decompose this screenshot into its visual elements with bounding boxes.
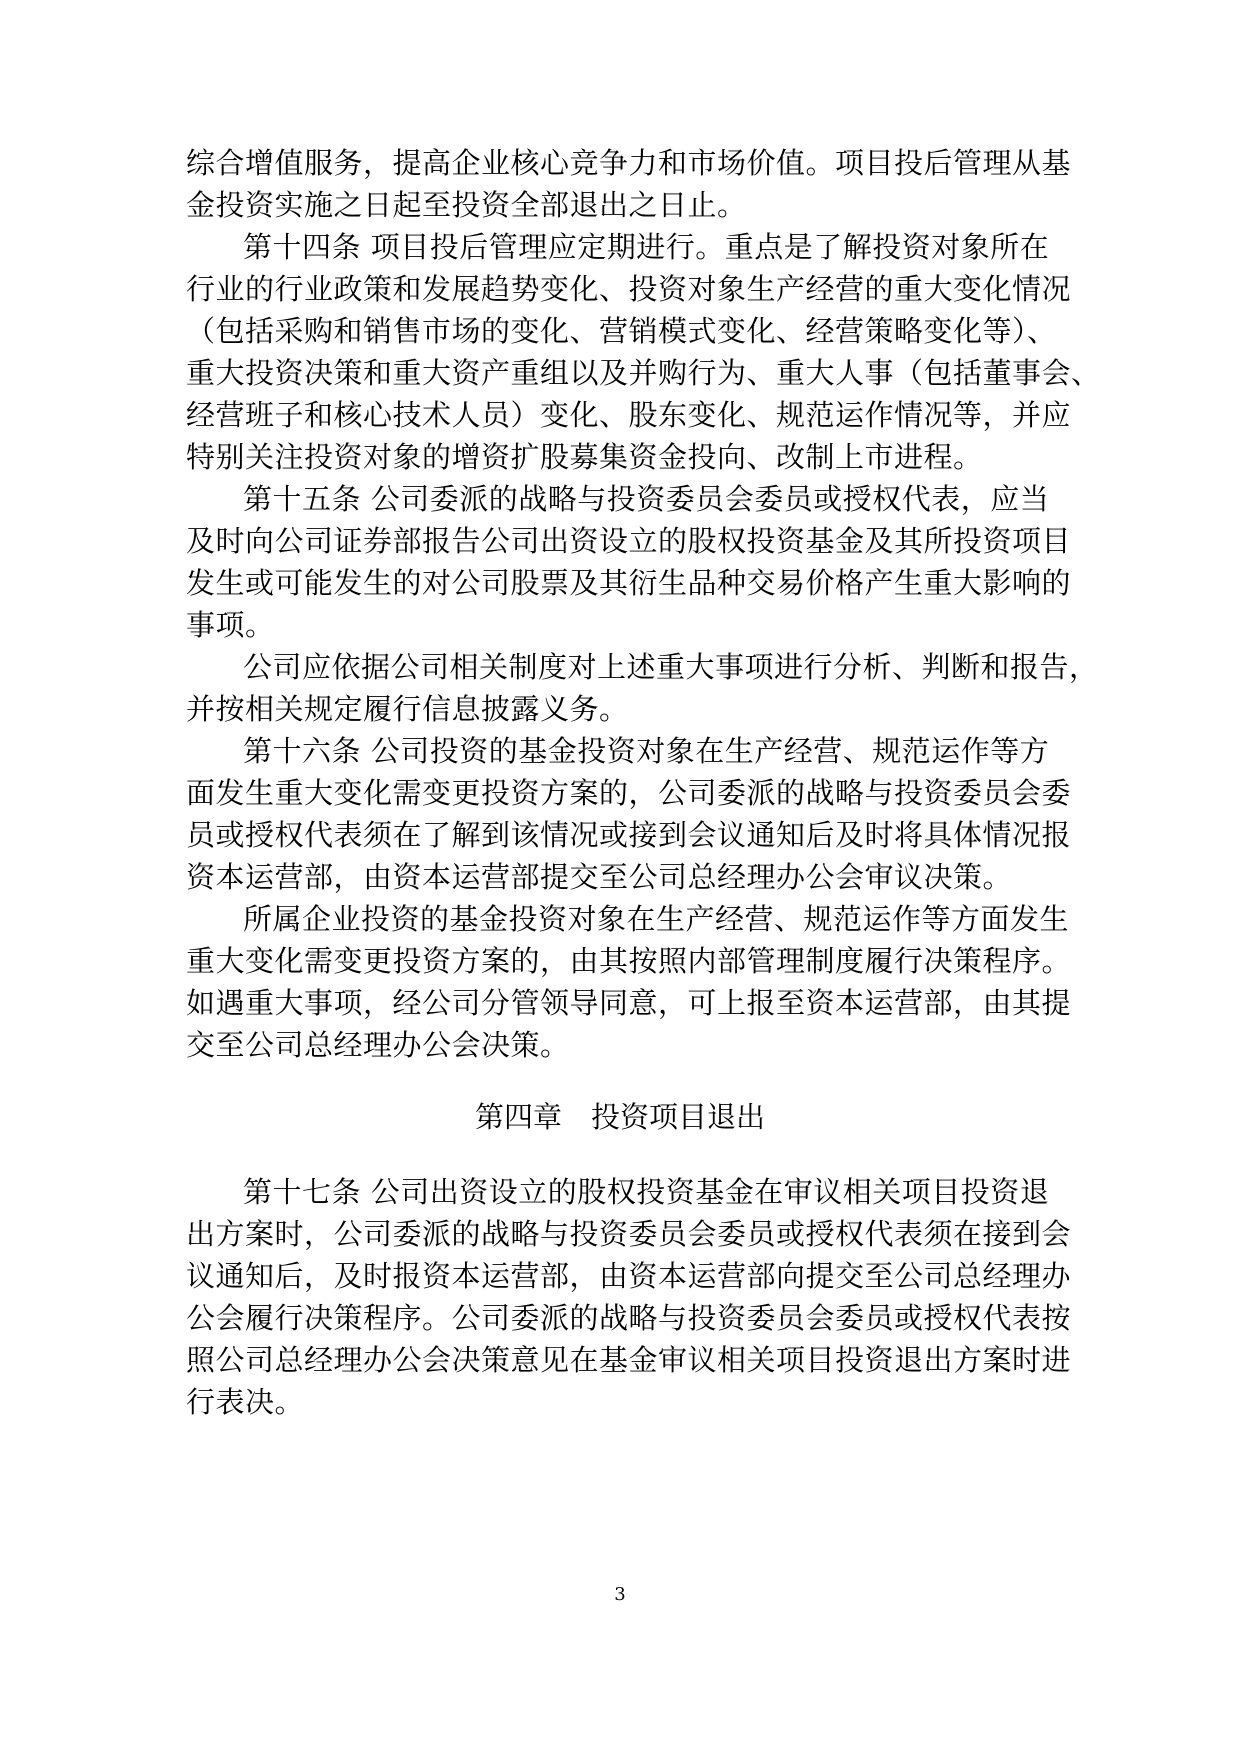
paragraph-line: 面发生重大变化需变更投资方案的，公司委派的战略与投资委员会委 xyxy=(186,776,1072,810)
article-17-line: 第十七条 公司出资设立的股权投资基金在审议相关项目投资退 xyxy=(243,1175,1050,1209)
paragraph-line: 重大投资决策和重大资产重组以及并购行为、重大人事（包括董事会、 xyxy=(186,356,1101,390)
paragraph-line: 出方案时，公司委派的战略与投资委员会委员或授权代表须在接到会 xyxy=(186,1217,1072,1251)
paragraph-line: 如遇重大事项，经公司分管领导同意，可上报至资本运营部，由其提 xyxy=(186,986,1072,1020)
paragraph-line: 交至公司总经理办公会决策。 xyxy=(186,1028,570,1062)
article-15-line: 第十五条 公司委派的战略与投资委员会委员或授权代表，应当 xyxy=(243,482,1050,516)
article-16-line: 第十六条 公司投资的基金投资对象在生产经营、规范运作等方 xyxy=(243,734,1050,768)
paragraph-line: 特别关注投资对象的增资扩股募集资金投向、改制上市进程。 xyxy=(186,440,983,474)
paragraph-line: 照公司总经理办公会决策意见在基金审议相关项目投资退出方案时进 xyxy=(186,1343,1072,1377)
paragraph-line: 发生或可能发生的对公司股票及其衍生品种交易价格产生重大影响的 xyxy=(186,566,1072,600)
paragraph-line: 公司应依据公司相关制度对上述重大事项进行分析、判断和报告， xyxy=(243,650,1099,684)
paragraph-line: 行表决。 xyxy=(186,1385,305,1419)
paragraph-line: 公会履行决策程序。公司委派的战略与投资委员会委员或授权代表按 xyxy=(186,1301,1072,1335)
paragraph-line: 事项。 xyxy=(186,608,275,642)
page-number: 3 xyxy=(614,1584,626,1605)
paragraph-line: 所属企业投资的基金投资对象在生产经营、规范运作等方面发生 xyxy=(243,902,1070,936)
paragraph-line: （包括采购和销售市场的变化、营销模式变化、经营策略变化等）、 xyxy=(186,314,1057,348)
article-14-line: 第十四条 项目投后管理应定期进行。重点是了解投资对象所在 xyxy=(243,230,1050,264)
paragraph-line: 及时向公司证券部报告公司出资设立的股权投资基金及其所投资项目 xyxy=(186,524,1072,558)
chapter-heading: 第四章 投资项目退出 xyxy=(474,1100,765,1134)
paragraph-line: 金投资实施之日起至投资全部退出之日止。 xyxy=(186,188,747,222)
paragraph-line: 综合增值服务，提高企业核心竞争力和市场价值。项目投后管理从基 xyxy=(186,146,1072,180)
paragraph-line: 经营班子和核心技术人员）变化、股东变化、规范运作情况等，并应 xyxy=(186,398,1072,432)
paragraph-line: 资本运营部，由资本运营部提交至公司总经理办公会审议决策。 xyxy=(186,860,1013,894)
paragraph-line: 议通知后，及时报资本运营部，由资本运营部向提交至公司总经理办 xyxy=(186,1259,1072,1293)
paragraph-line: 重大变化需变更投资方案的，由其按照内部管理制度履行决策程序。 xyxy=(186,944,1072,978)
paragraph-line: 行业的行业政策和发展趋势变化、投资对象生产经营的重大变化情况 xyxy=(186,272,1072,306)
paragraph-line: 并按相关规定履行信息披露义务。 xyxy=(186,692,629,726)
paragraph-line: 员或授权代表须在了解到该情况或接到会议通知后及时将具体情况报 xyxy=(186,818,1072,852)
